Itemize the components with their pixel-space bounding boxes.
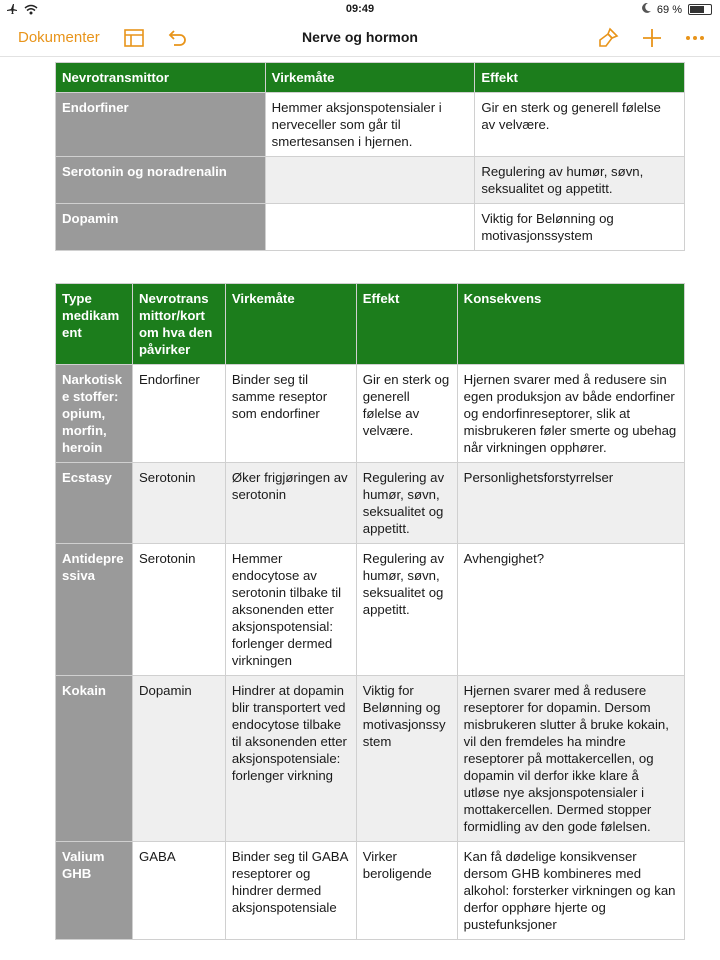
table-cell[interactable]: Personlighetsforstyrrelser <box>457 463 684 544</box>
table-cell[interactable]: Regulering av humør, søvn, seksualitet og appetitt. <box>475 157 685 204</box>
table-cell[interactable]: GABA <box>132 842 225 940</box>
table-cell[interactable]: Dopamin <box>132 676 225 842</box>
table-row <box>56 365 685 463</box>
table-row <box>56 544 685 676</box>
table-row <box>56 676 685 842</box>
neurotransmitter-table <box>55 62 685 251</box>
column-header: Virkemåte <box>265 63 475 93</box>
table-cell[interactable]: Hindrer at dopamin blir transportert ved endocytose tilbake til aksonenden etter aksjonspotensiale: forlenger virkning <box>225 676 356 842</box>
column-header: Nevrotrans mittor/kort om hva den påvirker <box>132 284 225 365</box>
format-brush-icon[interactable] <box>596 26 620 50</box>
documents-button[interactable]: Dokumenter <box>18 29 100 46</box>
table-cell[interactable]: Hjernen svarer med å redusere reseptorer for dopamin. Dersom misbrukeren slutter å bruke kokain, vil den fremdeles ha mindre reseptorer på mottakercellen, og dopamin vil derfor ikke klare å utløse nye aksjonspotensialer i mottakercellen. Dermed stopper formidling av den gode følelsen. <box>457 676 684 842</box>
column-header: Effekt <box>475 63 685 93</box>
column-header: Virkemåte <box>225 284 356 365</box>
table-cell[interactable]: Hjernen svarer med å redusere sin egen produksjon av både endorfiner og endorfinreseptorer, slik at misbrukeren føler smerte og ubehag når virkningen opphører. <box>457 365 684 463</box>
column-header: Type medikam ent <box>56 284 133 365</box>
medication-table <box>55 283 685 940</box>
battery-fill <box>690 6 704 13</box>
status-right <box>642 3 712 16</box>
document-title: Nerve og hormon <box>302 29 418 45</box>
table-cell[interactable]: Gir en sterk og generell følelse av velvære. <box>356 365 457 463</box>
table-cell[interactable]: Kan få dødelige konsikvenser dersom GHB kombineres med alkohol: forsterker virkningen og kan derfor opphøre hjerte og pustefunksjoner <box>457 842 684 940</box>
table-cell[interactable]: Avhengighet? <box>457 544 684 676</box>
battery-icon <box>688 4 712 15</box>
row-header-cell[interactable]: Valium GHB <box>56 842 133 940</box>
table-cell[interactable]: Regulering av humør, søvn, seksualitet og appetitt. <box>356 544 457 676</box>
battery-percent: 69 % <box>656 3 682 16</box>
row-header-cell[interactable]: Narkotisk e stoffer: opium, morfin, heroin <box>56 365 133 463</box>
row-header-cell[interactable]: Serotonin og noradrenalin <box>56 157 266 204</box>
table-row <box>56 204 685 251</box>
row-header-cell[interactable]: Endorfiner <box>56 93 266 157</box>
table-row <box>56 842 685 940</box>
status-bar <box>0 0 720 20</box>
table-cell[interactable]: Serotonin <box>132 463 225 544</box>
column-header: Konsekvens <box>457 284 684 365</box>
table-cell[interactable]: Serotonin <box>132 544 225 676</box>
status-time: 09:49 <box>345 3 375 15</box>
moon-icon <box>642 3 651 16</box>
row-header-cell[interactable]: Antidepre ssiva <box>56 544 133 676</box>
table-cell[interactable]: Hemmer endocytose av serotonin tilbake til aksonenden etter aksjonspotensial: forlenger dermed virkningen <box>225 544 356 676</box>
more-icon[interactable] <box>683 26 707 50</box>
table-cell[interactable]: Viktig for Belønning og motivasjonssystem <box>475 204 685 251</box>
table-cell[interactable] <box>265 157 475 204</box>
table-row <box>56 463 685 544</box>
row-header-cell[interactable]: Dopamin <box>56 204 266 251</box>
column-header: Nevrotransmittor <box>56 63 266 93</box>
table-cell[interactable]: Binder seg til GABA reseptorer og hindrer dermed aksjonspotensiale <box>225 842 356 940</box>
table-row <box>56 157 685 204</box>
table-cell[interactable]: Hemmer aksjonspotensialer i nerveceller som går til smertesansen i hjernen. <box>265 93 475 157</box>
column-header: Effekt <box>356 284 457 365</box>
row-header-cell[interactable]: Kokain <box>56 676 133 842</box>
table-cell[interactable]: Øker frigjøringen av serotonin <box>225 463 356 544</box>
toolbar <box>0 20 720 57</box>
table-cell[interactable] <box>265 204 475 251</box>
add-icon[interactable] <box>640 26 664 50</box>
table-cell[interactable]: Endorfiner <box>132 365 225 463</box>
table-cell[interactable]: Virker beroligende <box>356 842 457 940</box>
table-header-row <box>56 284 685 365</box>
table-cell[interactable]: Binder seg til samme reseptor som endorfiner <box>225 365 356 463</box>
table-cell[interactable]: Regulering av humør, søvn, seksualitet og appetitt. <box>356 463 457 544</box>
table-header-row <box>56 63 685 93</box>
table-row <box>56 93 685 157</box>
table-cell[interactable]: Viktig for Belønning og motivasjonssy stem <box>356 676 457 842</box>
row-header-cell[interactable]: Ecstasy <box>56 463 133 544</box>
table-cell[interactable]: Gir en sterk og generell følelse av velvære. <box>475 93 685 157</box>
